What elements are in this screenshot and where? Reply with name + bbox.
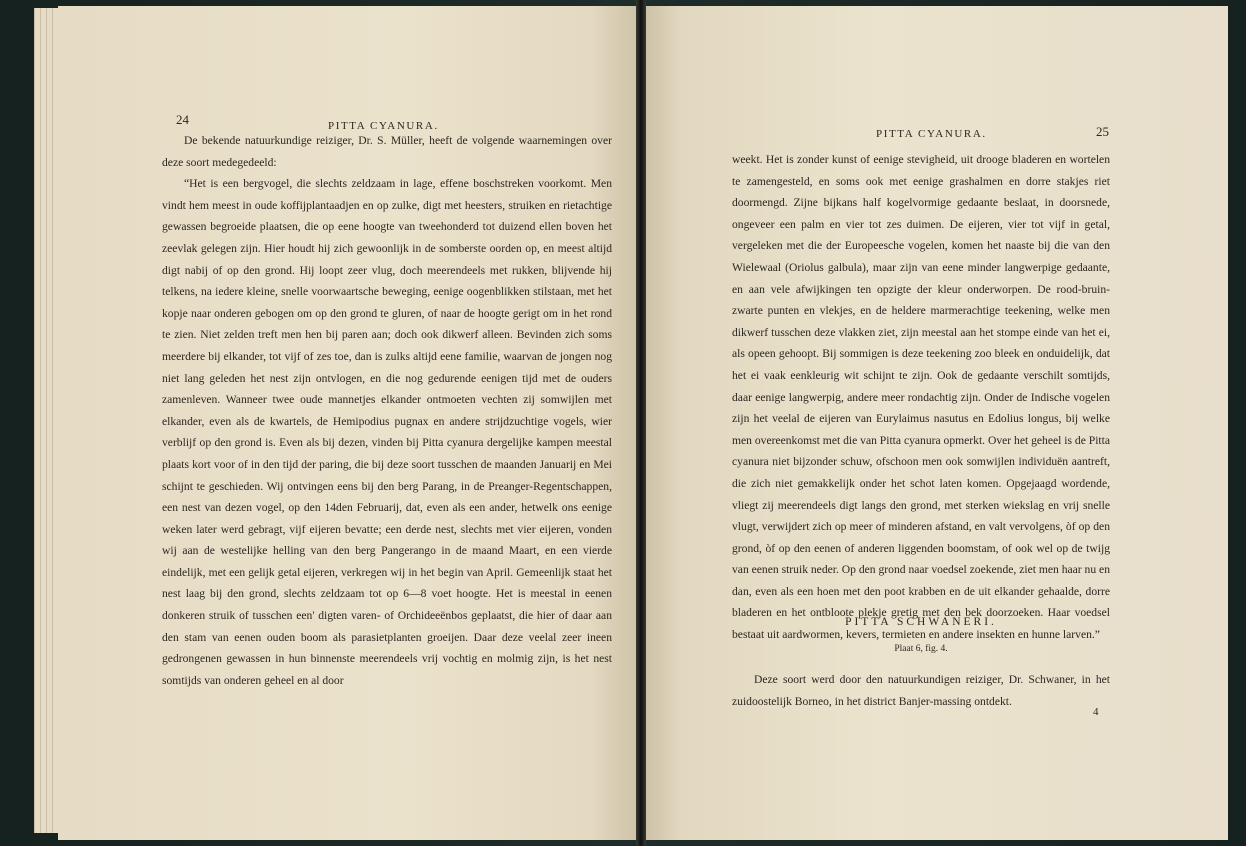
plate-reference: Plaat 6, fig. 4. — [894, 644, 948, 654]
right-continuation-paragraph: weekt. Het is zonder kunst of eenige stevigheid, uit drooge bladeren en wortelen te zamengesteld, en soms ook met eenige grashalmen en dorre stakjes riet doormengd. Zijne bijkans half kogelvormige gedaante beslaat, in doorsnede, ongeveer een palm en vier tot zes duimen. De eijeren, vier tot vijf in getal, vergeleken met die der Europeesche vogelen, komen het naaste bij die van den Wielewaal (Oriolus galbula), maar zijn van eene minder langwerpige gedaante, en aan vele afwijkingen ten opzigte der kleur onderworpen. De rood-bruin-zwarte punten en vlekjes, en de heldere marmerachtige teekening, welke men dikwerf tusschen deze vlakken ziet, zijn meestal aan het stompe einde van het ei, als opeen gehoopt. Bij sommigen is deze teekening zoo bleek en onduidelijk, dat het ei vaak eenkleurig wit schijnt te zijn. Ook de gedaante verschilt somtijds, daar eenige langwerpig, andere meer rondachtig zijn. Onder de Indische vogelen zijn het veelal de eijeren van Eurylaimus nasutus en Edolius longus, bij welke men overeenkomst met die van Pitta cyanura opmerkt. Over het geheel is de Pitta cyanura niet bijzonder schuw, ofschoon men ook somwijlen individuën aantreft, die zich niet gemakkelijk onder het schot laten komen. Opgejaagd wordende, vliegt zij meerendeels digt langs den grond, met sterken wiekslag en vrij snelle vlugt, verwijdert zich op meer of minderen afstand, en valt vervolgens, òf op den grond, òf op den eenen of anderen liggenden boomstam, of ook wel op de twijg van eenen struik neder. Op den grond naar voedsel zoekende, ziet men haar nu en dan, even als een hoen met den poot krabben en de uit elkander gehaalde, dorre bladeren en het ontbloote plekje gretig met den bek doorzoeken. Haar voedsel bestaat uit aardwormen, kevers, termieten en andere insekten en hunne larven.” — [732, 153, 1110, 642]
left-body-text — [162, 130, 612, 691]
section-body-text — [732, 669, 1110, 712]
signature-mark: 4 — [1093, 706, 1099, 718]
right-running-head: PITTA CYANURA. — [876, 128, 987, 140]
right-body-text — [732, 149, 1110, 646]
right-page — [646, 6, 1228, 840]
right-page-number: 25 — [1096, 124, 1109, 139]
left-paragraph: “Het is een bergvogel, die slechts zeldzaam in lage, effene boschstreken voorkomt. Men vindt hem meest in oude koffijplantaadjen en op zulke, digt met heesters, struiken en rietachtige gewassen begroeide plaatsen, die op eene hoogte van tweehonderd tot duizend ellen boven het zeevlak gelegen zijn. Hier houdt hij zich gewoonlijk in de somberste oorden op, en meest altijd digt nabij of op den grond. Hij loopt zeer vlug, doch meerendeels met rukken, blijvende hij telkens, na iedere kleine, snelle voorwaartsche beweging, eenige oogenblikken stilstaan, met het kopje naar onderen gebogen om op den grond te gluren, of naar de hoogte gerigt om in het rond te zien. Niet zelden treft men hen bij paren aan; doch ook dikwerf alleen. Bevinden zich soms meerdere bij elkander, tot vijf of zes toe, dan is zulks altijd eene familie, waarvan de jongen nog niet lang geleden het nest zijn ontvlogen, en die nog gedurende eenigen tijd met de ouders zamenleven. Wanneer twee oude mannetjes elkander ontmoeten vechten zij somwijlen met elkander, even als de kwartels, de Hemipodius pugnax en andere strijdzuchtige vogels, wier verblijf op den grond is. Even als bij dezen, vinden bij Pitta cyanura dergelijke kampen meestal plaats kort voor of in den tijd der paring, die bij deze soort tusschen de maanden Januarij en Mei schijnt te geschieden. Wij ontvingen eens bij den berg Parang, in de Preanger-Regentschappen, een nest van dezen vogel, op den 14den Februarij, dat, even als een ander, hetwelk ons eenige weken later werd gebragt, vijf eijeren bevatte; een derde nest, slechts met vier eijeren, vonden wij aan de westelijke helling van den berg Pangerango in de maand Maart, en een vierde eindelijk, met een gelijk getal eijeren, verkregen wij in het begin van April. Gemeenlijk staat het nest laag bij den grond, slechts zeldzaam tot op 6—8 voet hoogte. Het is meestal in eenen donkeren struik of tusschen een' digten varen- of Orchideeënbos geplaatst, die hier of daar aan den stam van eenen ouden boom als parasietplanten groeijen. Daar deze veelal zeer ineen gedrongenen gewassen in hun binnenste meerendeels vrij vochtig en molmig zijn, is het nest somtijds van onderen geheel en al door — [162, 177, 612, 687]
section-title: PITTA SCHWANERI. — [845, 616, 997, 628]
book-spine — [636, 0, 646, 846]
section-paragraph: Deze soort werd door den natuurkundigen reiziger, Dr. Schwaner, in het zuidoostelijk Borneo, in het district Banjer-massing ontdekt. — [732, 673, 1110, 708]
left-paragraph: De bekende natuurkundige reiziger, Dr. S. Müller, heeft de volgende waarnemingen over deze soort medegedeeld: — [162, 134, 612, 169]
left-running-head: PITTA CYANURA. — [328, 120, 439, 132]
left-page — [58, 6, 636, 840]
left-page-number: 24 — [176, 112, 189, 127]
